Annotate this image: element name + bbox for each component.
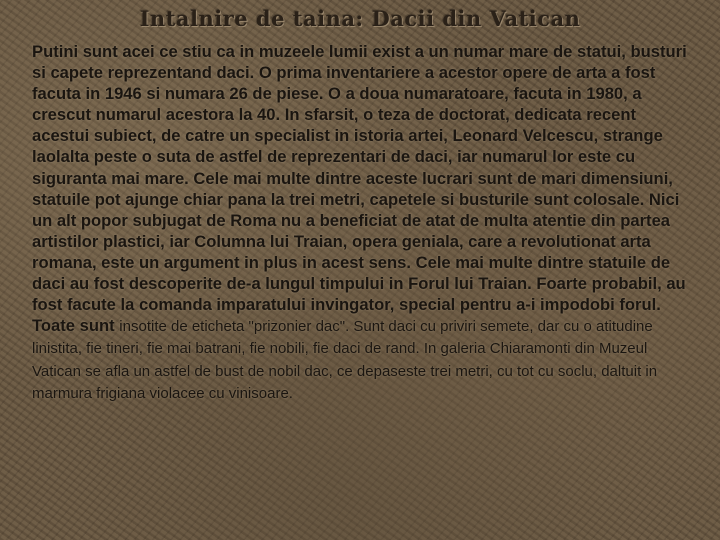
body-text-small: insotite de eticheta "prizonier dac". Sunt daci cu priviri semete, dar cu o atitudine linistita, fie tineri, fie mai batrani, fie nobili, fie daci de rand. In galeria Chiaramonti din Muzeul Vatican se afla un astfel de bust de nobil dac, ce depaseste trei metri, cu tot cu soclu, daltuit in marmura frigiana violacee cu vinisoare. (32, 318, 658, 402)
body-text-large (32, 41, 696, 404)
slide-title: Intalnire de taina: Dacii din Vatican (139, 6, 581, 31)
slide-body (32, 41, 696, 404)
body-text-large-content: Putini sunt acei ce stiu ca in muzeele lumii exist a un numar mare de statui, busturi si capete reprezentand daci. O prima inventariere a acestor opere de arta a fost facuta in 1946 si numara 26 de piese. O a doua numaratoare, facuta in 1980, a crescut numarul acestora la 40. In sfarsit, o teza de doctorat, dedicata recent acestui subiect, de catre un specialist in istoria artei, Leonard Velcescu, strange laolalta peste o suta de astfel de reprezentari de daci, iar numarul lor este cu siguranta mai mare. Cele mai multe dintre aceste lucrari sunt de mari dimensiuni, statuile pot ajunge chiar pana la trei metri, capetele si busturile sunt colosale. Nici un alt popor subjugat de Roma nu a beneficiat de atat de multa atentie din partea artistilor plastici, iar Columna lui Traian, opera geniala, care a revolutionat arta romana, este un argument in plus in acest sens. Cele mai multe dintre statuile de daci au fost descoperite de-a lungul timpului in Forul lui Traian. Foarte probabil, au fost facute la comanda imparatului invingator, special pentru a-i impodobi forul. Toate sunt (32, 42, 687, 336)
